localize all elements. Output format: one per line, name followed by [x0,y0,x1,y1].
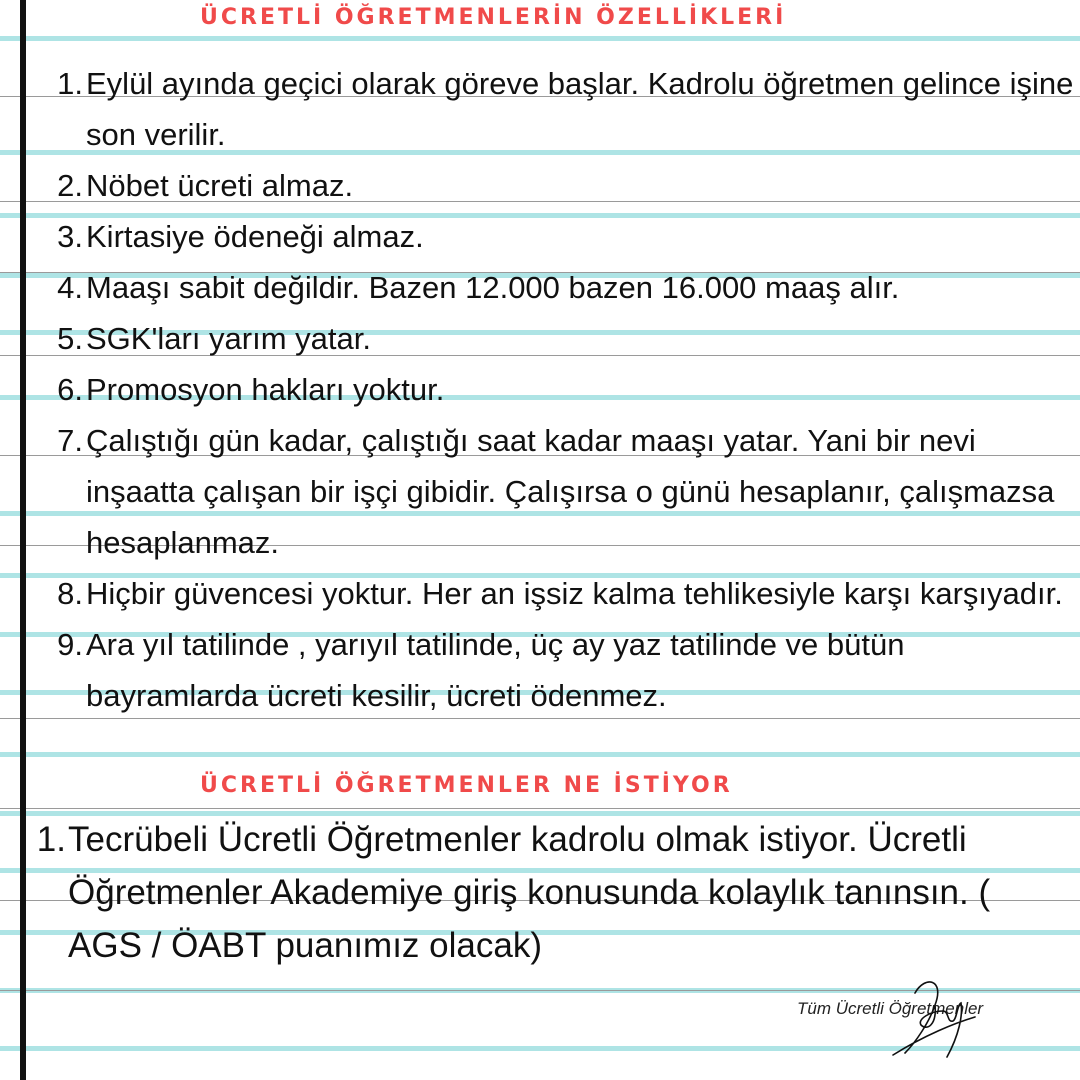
list-text: Hiçbir güvencesi yoktur. Her an işsiz kalma tehlikesiyle karşı karşıyadır. [86,576,1063,611]
list-number: 8. [57,576,83,611]
list-text: SGK'ları yarım yatar. [86,321,371,356]
list-text: Nöbet ücreti almaz. [86,168,354,203]
ruled-line [0,36,1080,41]
list-item [57,262,1080,313]
list-item [57,211,1080,262]
list-number: 1. [57,66,83,101]
list-item [36,813,1068,972]
list-item [57,568,1080,619]
list-number: 1. [36,820,66,859]
ruled-line [0,752,1080,757]
list-item [57,415,1080,568]
list-text: Promosyon hakları yoktur. [86,372,445,407]
section-title-demands: ÜCRETLİ ÖĞRETMENLER NE İSTİYOR [200,773,733,798]
list-item [57,364,1080,415]
list-item [57,619,1080,721]
list-text: Maaşı sabit değildir. Bazen 12.000 bazen 16.000 maaş alır. [86,270,900,305]
list-text: Kirtasiye ödeneği almaz. [86,219,424,254]
section-title-features: ÜCRETLİ ÖĞRETMENLERİN ÖZELLİKLERİ [200,5,787,30]
list-item [57,58,1080,160]
features-list [57,58,1080,721]
list-number: 7. [57,423,83,458]
signature-scribble-icon [885,965,980,1060]
list-text: Tecrübeli Ücretli Öğretmenler kadrolu olmak istiyor. Ücretli Öğretmenler Akademiye giriş konusunda kolaylık tanınsın. ( AGS / ÖABT puanımız olacak) [68,820,991,965]
list-number: 4. [57,270,83,305]
list-text: Çalıştığı gün kadar, çalıştığı saat kadar maaşı yatar. Yani bir nevi inşaatta çalışan bir işçi gibidir. Çalışırsa o günü hesaplanır, çalışmazsa hesaplanmaz. [86,423,1055,560]
list-number: 6. [57,372,83,407]
list-item [57,160,1080,211]
list-number: 5. [57,321,83,356]
list-text: Eylül ayında geçici olarak göreve başlar. Kadrolu öğretmen gelince işine son verilir. [86,66,1074,152]
list-number: 2. [57,168,83,203]
list-number: 9. [57,627,83,662]
list-text: Ara yıl tatilinde , yarıyıl tatilinde, üç ay yaz tatilinde ve bütün bayramlarda ücreti kesilir, ücreti ödenmez. [86,627,905,713]
list-item [57,313,1080,364]
demands-list [36,813,1068,972]
margin-line [20,0,26,1080]
ruled-line [0,808,1080,809]
signature-text: Tüm Ücretli Öğretmenler [797,999,984,1018]
list-number: 3. [57,219,83,254]
